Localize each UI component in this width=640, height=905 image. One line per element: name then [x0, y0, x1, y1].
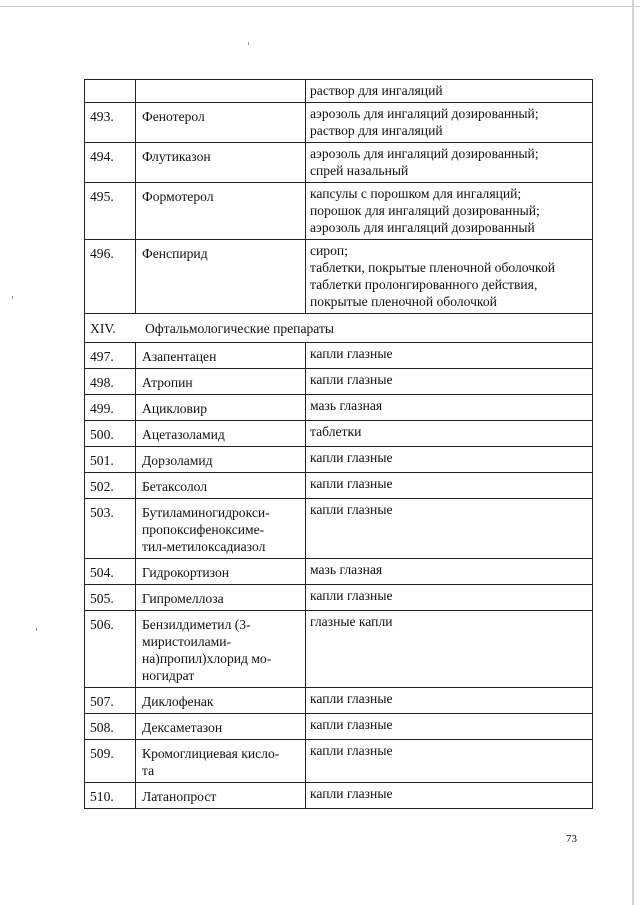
- item-number: 496.: [85, 240, 136, 314]
- item-number: 499.: [85, 395, 136, 421]
- table-row: [85, 714, 593, 740]
- drug-name: [136, 611, 306, 688]
- drug-name: [136, 183, 306, 240]
- item-number: 495.: [85, 183, 136, 240]
- dosage-form: [306, 714, 593, 740]
- dosage-form: [306, 421, 593, 447]
- item-number: 494.: [85, 143, 136, 183]
- dosage-form-line: капли глазные: [310, 450, 393, 465]
- dosage-form: [306, 499, 593, 559]
- table-row: [85, 395, 593, 421]
- dosage-form: [306, 240, 593, 314]
- drug-name-line: Фенотерол: [142, 109, 205, 124]
- table-row: [85, 585, 593, 611]
- table-row: [85, 611, 593, 688]
- table-row: [85, 183, 593, 240]
- drug-name-line: Дексаметазон: [142, 720, 223, 735]
- dosage-form-line: капли глазные: [310, 786, 393, 801]
- section-heading: [85, 314, 593, 343]
- drug-name: [136, 559, 306, 585]
- section-title: Офтальмологические препараты: [145, 321, 335, 336]
- scan-speck: [36, 628, 37, 631]
- drug-name: [136, 714, 306, 740]
- dosage-form: [306, 80, 593, 103]
- item-number: 498.: [85, 369, 136, 395]
- dosage-form-line: раствор для ингаляций: [310, 123, 443, 138]
- dosage-form-line: капли глазные: [310, 691, 393, 706]
- drug-name-line: Бензилдиметил (3-: [142, 617, 251, 632]
- item-number: 507.: [85, 688, 136, 714]
- item-number: 510.: [85, 783, 136, 809]
- scan-edge-top: [0, 6, 640, 7]
- dosage-form-line: покрытые пленочной оболочкой: [310, 294, 497, 309]
- drug-name-line: Кромоглициевая кисло-: [142, 746, 280, 761]
- dosage-form-line: капли глазные: [310, 372, 393, 387]
- drug-list-table: [84, 79, 593, 809]
- drug-name-line: Ацетазоламид: [142, 427, 225, 442]
- dosage-form-line: порошок для ингаляций дозированный;: [310, 203, 540, 218]
- item-number: 509.: [85, 740, 136, 783]
- dosage-form: [306, 143, 593, 183]
- drug-name: [136, 740, 306, 783]
- dosage-form-line: аэрозоль для ингаляций дозированный;: [310, 106, 539, 121]
- dosage-form: [306, 688, 593, 714]
- drug-name: [136, 783, 306, 809]
- dosage-form-line: мазь глазная: [310, 398, 383, 413]
- dosage-form-line: сироп;: [310, 243, 348, 258]
- drug-name-line: Ацикловир: [142, 401, 208, 416]
- dosage-form: [306, 447, 593, 473]
- item-number: 502.: [85, 473, 136, 499]
- item-number: 504.: [85, 559, 136, 585]
- table-row: [85, 103, 593, 143]
- dosage-form: [306, 395, 593, 421]
- drug-name-line: ногидрат: [142, 668, 195, 683]
- drug-name: [136, 369, 306, 395]
- drug-name-line: Флутиказон: [142, 149, 211, 164]
- dosage-form: [306, 783, 593, 809]
- drug-name-line: Формотерол: [142, 189, 214, 204]
- item-number: 508.: [85, 714, 136, 740]
- drug-name-line: Фенспирид: [142, 246, 208, 261]
- drug-name-line: пропоксифеноксиме-: [142, 522, 265, 537]
- table-row: [85, 688, 593, 714]
- table-row: [85, 240, 593, 314]
- dosage-form-line: капли глазные: [310, 743, 393, 758]
- item-number: 503.: [85, 499, 136, 559]
- item-number: 506.: [85, 611, 136, 688]
- drug-name: [136, 343, 306, 369]
- table-row: [85, 369, 593, 395]
- drug-name: [136, 103, 306, 143]
- drug-name-line: тил-метилоксадиазол: [142, 539, 266, 554]
- scan-edge-right: [632, 0, 634, 905]
- dosage-form: [306, 369, 593, 395]
- table-row: [85, 143, 593, 183]
- item-number: 497.: [85, 343, 136, 369]
- dosage-form: [306, 343, 593, 369]
- scan-speck: [248, 42, 249, 45]
- item-number: 493.: [85, 103, 136, 143]
- table-row: [85, 499, 593, 559]
- drug-name: [136, 585, 306, 611]
- dosage-form-line: капли глазные: [310, 588, 393, 603]
- dosage-form: [306, 473, 593, 499]
- dosage-form: [306, 559, 593, 585]
- table-row: [85, 343, 593, 369]
- drug-name-line: Атропин: [142, 375, 193, 390]
- dosage-form-line: таблетки пролонгированного действия,: [310, 277, 538, 292]
- dosage-form-line: капсулы с порошком для ингаляций;: [310, 186, 522, 201]
- dosage-form-line: аэрозоль для ингаляций дозированный;: [310, 146, 539, 161]
- table-row: [85, 421, 593, 447]
- page-number: 73: [566, 833, 577, 845]
- drug-name-line: Бутиламиногидрокси-: [142, 505, 270, 520]
- drug-name: [136, 499, 306, 559]
- dosage-form-line: капли глазные: [310, 476, 393, 491]
- item-number: 501.: [85, 447, 136, 473]
- dosage-form: [306, 183, 593, 240]
- dosage-form-line: раствор для ингаляций: [310, 83, 443, 98]
- table-row: [85, 740, 593, 783]
- drug-name: [136, 688, 306, 714]
- item-number: 500.: [85, 421, 136, 447]
- drug-name: [136, 240, 306, 314]
- drug-name: [136, 143, 306, 183]
- section-number: XIV.: [90, 321, 116, 336]
- drug-name: [136, 421, 306, 447]
- item-number: [85, 80, 136, 103]
- drug-name: [136, 447, 306, 473]
- table-body: [85, 80, 593, 809]
- dosage-form-line: мазь глазная: [310, 562, 383, 577]
- drug-name-line: Гипромеллоза: [142, 591, 224, 606]
- scan-speck: [12, 296, 13, 299]
- dosage-form-line: таблетки, покрытые пленочной оболочкой: [310, 260, 556, 275]
- dosage-form-line: капли глазные: [310, 502, 393, 517]
- drug-name-line: та: [142, 763, 155, 778]
- dosage-form: [306, 611, 593, 688]
- table-row: [85, 559, 593, 585]
- drug-name-line: Бетаксолол: [142, 479, 208, 494]
- table-row: [85, 80, 593, 103]
- dosage-form: [306, 103, 593, 143]
- drug-name-line: Дорзоламид: [142, 453, 213, 468]
- dosage-form: [306, 585, 593, 611]
- dosage-form-line: капли глазные: [310, 346, 393, 361]
- item-number: 505.: [85, 585, 136, 611]
- dosage-form: [306, 740, 593, 783]
- table-row: [85, 783, 593, 809]
- drug-name: [136, 80, 306, 103]
- dosage-form-line: аэрозоль для ингаляций дозированный: [310, 220, 535, 235]
- drug-name-line: на)пропил)хлорид мо-: [142, 651, 272, 666]
- drug-name: [136, 473, 306, 499]
- dosage-form-line: глазные капли: [310, 614, 393, 629]
- drug-name-line: Диклофенак: [142, 694, 214, 709]
- drug-name-line: миристоилами-: [142, 634, 232, 649]
- drug-name-line: Латанопрост: [142, 789, 217, 804]
- dosage-form-line: спрей назальный: [310, 163, 409, 178]
- dosage-form-line: таблетки: [310, 424, 362, 439]
- drug-name: [136, 395, 306, 421]
- dosage-form-line: капли глазные: [310, 717, 393, 732]
- drug-name-line: Гидрокортизон: [142, 565, 230, 580]
- table-row: [85, 447, 593, 473]
- section-row: [85, 314, 593, 343]
- table-row: [85, 473, 593, 499]
- drug-name-line: Азапентацен: [142, 349, 217, 364]
